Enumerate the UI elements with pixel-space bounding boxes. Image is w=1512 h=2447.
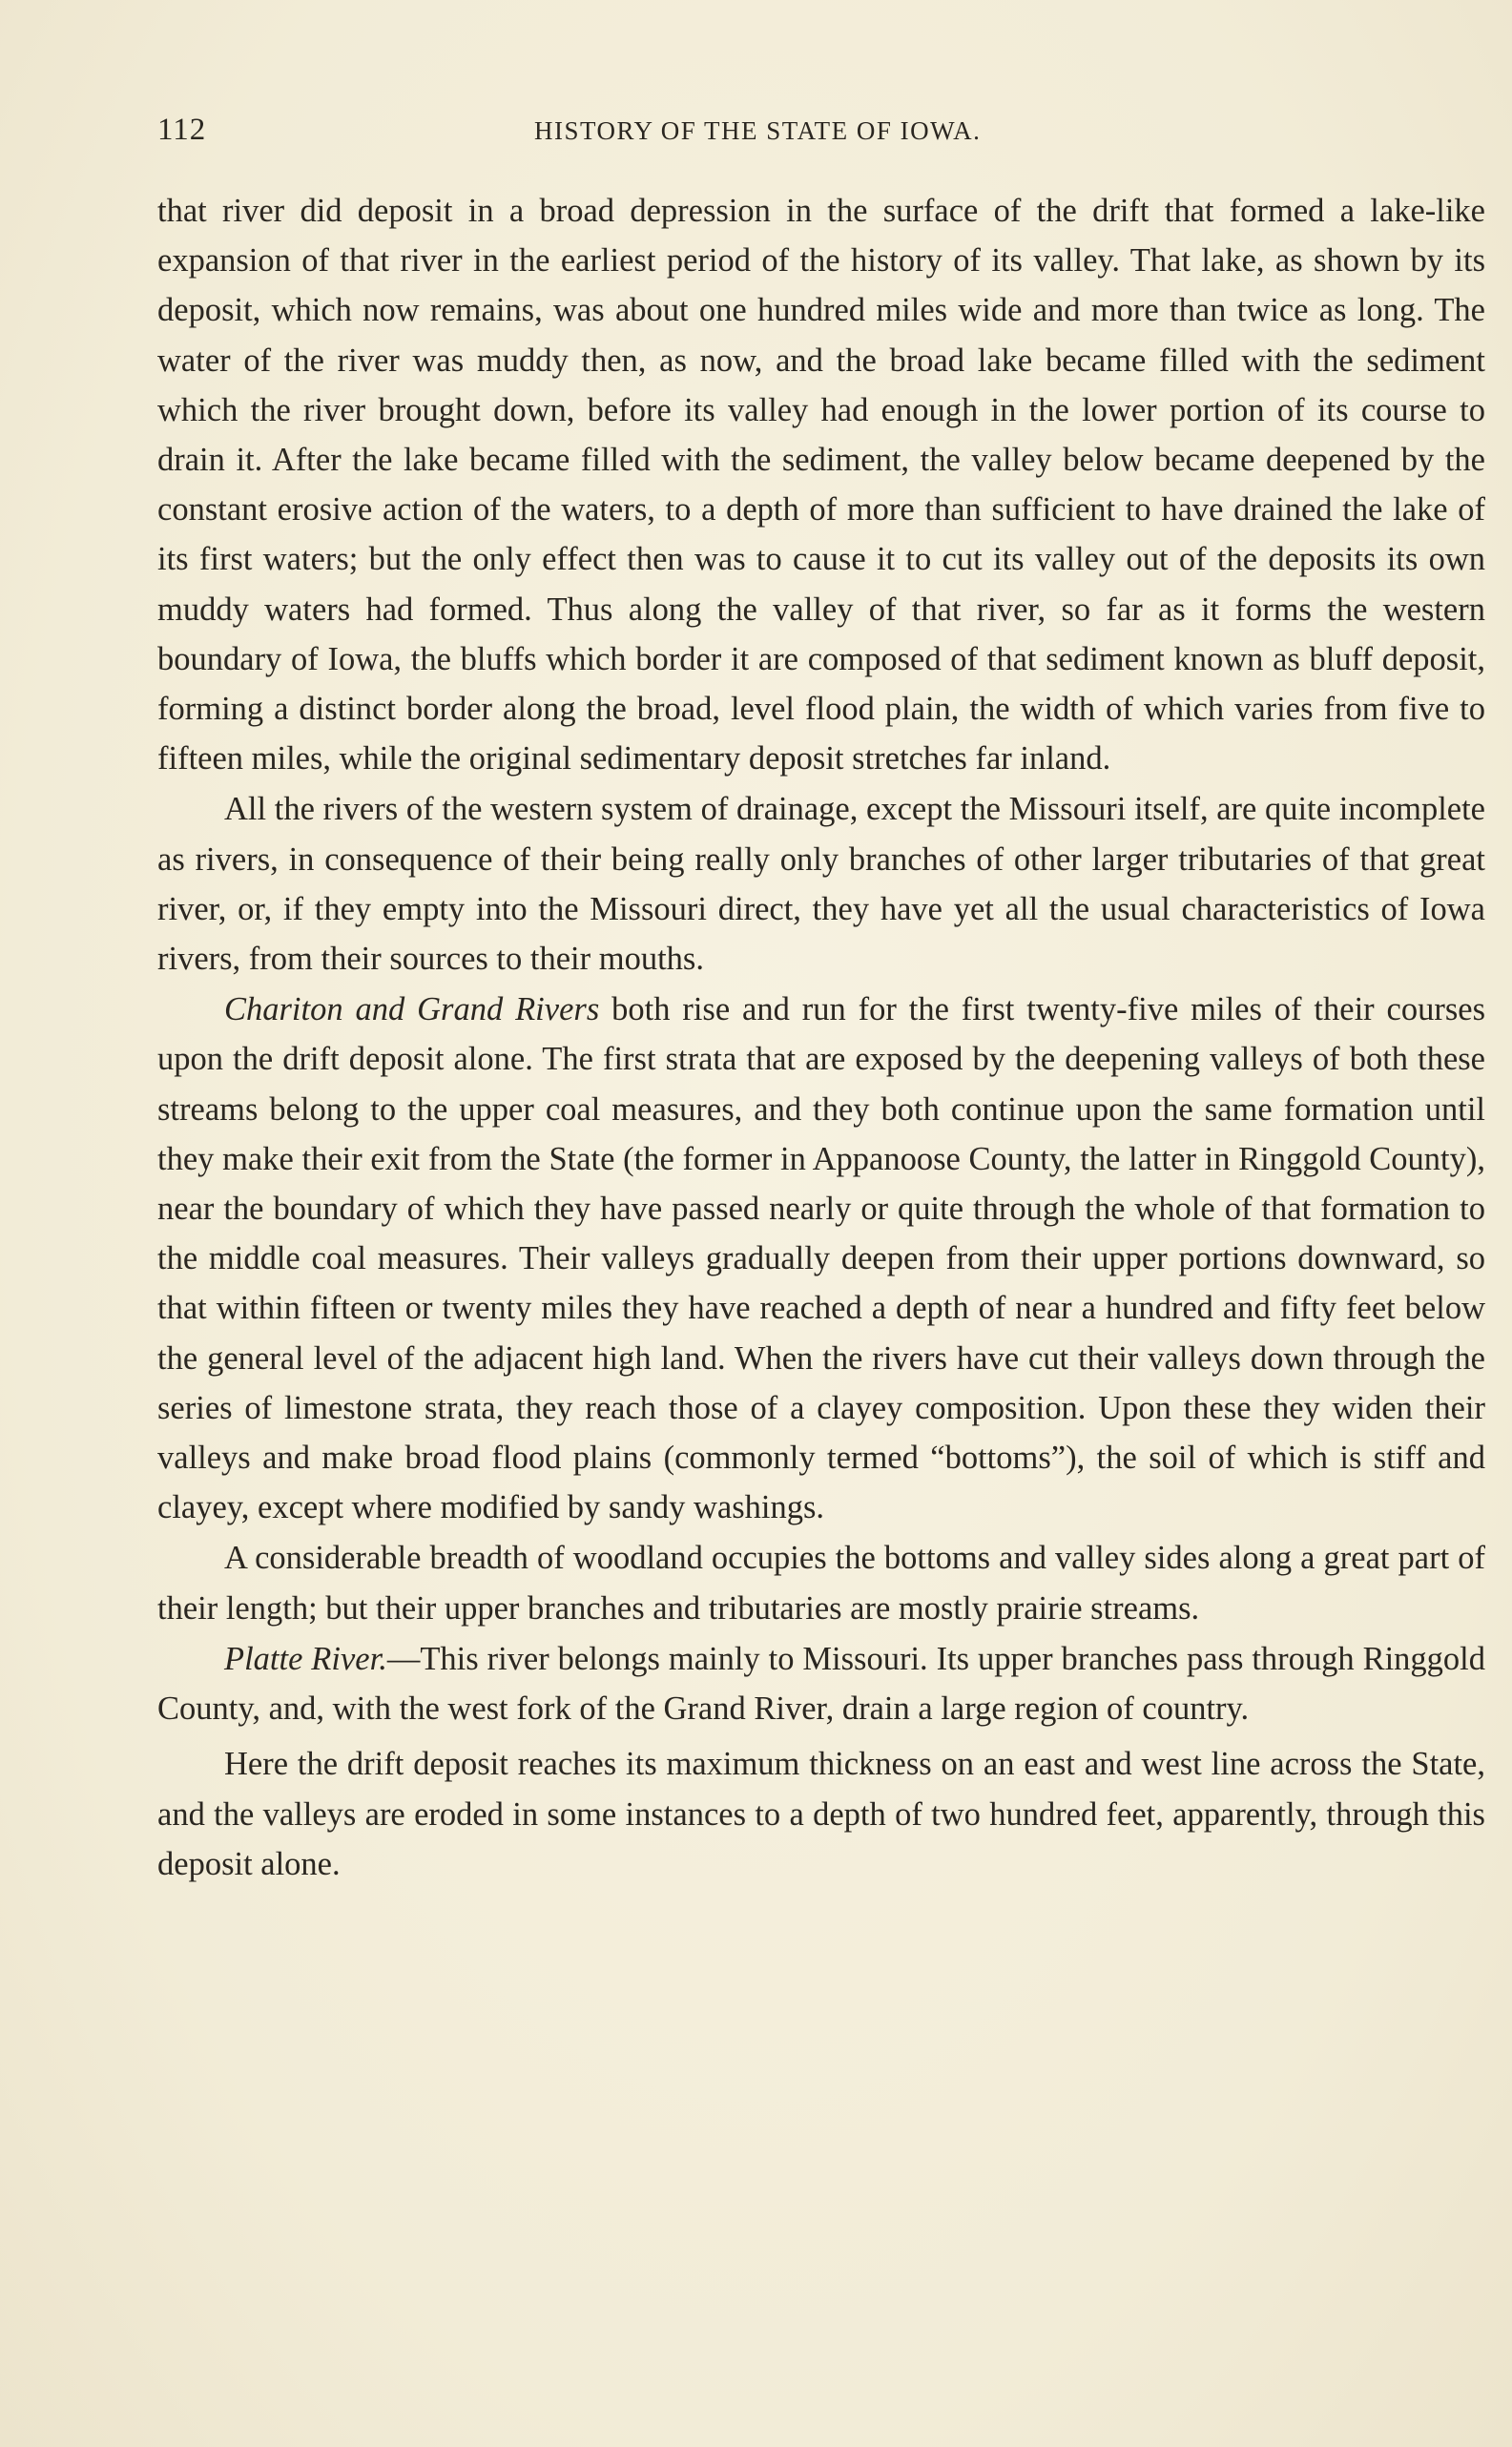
paragraph bbox=[157, 985, 1485, 1532]
paragraph bbox=[157, 1634, 1485, 1733]
paragraph-text: A considerable breadth of woodland occupies the bottoms and valley sides along a great part of their length; but their upper branches and tributaries are mostly prairie streams. bbox=[157, 1540, 1485, 1627]
paragraph bbox=[157, 1533, 1485, 1632]
paragraph-text: both rise and run for the first twenty-five miles of their courses upon the drift deposit alone. The first strata that are exposed by the deepening valleys of both these streams belong to the upper coal measures, and they both continue upon the same formation until they make their exit from the State (the former in Appanoose County, the latter in Ringgold County), near the boundary of which they have passed nearly or quite through the whole of that formation to the middle coal measures. Their valleys gradually deepen from their upper portions downward, so that within fifteen or twenty miles they have reached a depth of near a hundred and fifty feet below the general level of the adjacent high land. When the rivers have cut their valleys down through the series of limestone strata, they reach those of a clayey composition. Upon these they widen their valleys and make broad flood plains (commonly termed “bottoms”), the soil of which is stiff and clayey, except where modified by sandy washings. bbox=[157, 991, 1485, 1526]
paragraph bbox=[157, 186, 1485, 783]
paragraph-text: Here the drift deposit reaches its maximum thickness on an east and west line across the State, and the valleys are eroded in some instances to a depth of two hundred feet, apparently, through this deposit alone. bbox=[157, 1746, 1485, 1882]
paragraph-lead: Chariton and Grand Rivers bbox=[224, 991, 600, 1028]
running-head bbox=[157, 113, 1483, 160]
body-text bbox=[157, 186, 1485, 1889]
paragraph-lead: Platte River. bbox=[224, 1640, 387, 1677]
paragraph-text: that river did deposit in a broad depression in the surface of the drift that formed a lake-like expansion of that river in the earliest period of the history of its valley. That lake, as shown by its deposit, which now remains, was about one hundred miles wide and more than twice as long. The water of the river was muddy then, as now, and the broad lake became filled with the sediment which the river brought down, before its valley had enough in the lower portion of its course to drain it. After the lake became filled with the sediment, the valley below became deepened by the constant erosive action of the waters, to a depth of more than sufficient to have drained the lake of its first waters; but the only effect then was to cause it to cut its valley out of the deposits its own muddy waters had formed. Thus along the valley of that river, so far as it forms the western boundary of Iowa, the bluffs which border it are composed of that sediment known as bluff deposit, forming a distinct border along the broad, level flood plain, the width of which varies from five to fifteen miles, while the original sedimentary deposit stretches far inland. bbox=[157, 193, 1485, 778]
page-number: 112 bbox=[157, 113, 207, 147]
paragraph-text: —This river belongs mainly to Missouri. Its upper branches pass through Ringgold County, and, with the west fork of the Grand River, drain a large region of country. bbox=[157, 1640, 1486, 1728]
paragraph bbox=[157, 784, 1485, 984]
paragraph-text: All the rivers of the western system of drainage, except the Missouri itself, are quite incomplete as rivers, in consequence of their being really only branches of other larger tributaries of that great river, or, if they empty into the Missouri direct, they have yet all the usual characteristics of Iowa rivers, from their sources to their mouths. bbox=[157, 791, 1485, 978]
running-title: HISTORY OF THE STATE OF IOWA. bbox=[534, 116, 982, 145]
paragraph bbox=[157, 1739, 1485, 1889]
